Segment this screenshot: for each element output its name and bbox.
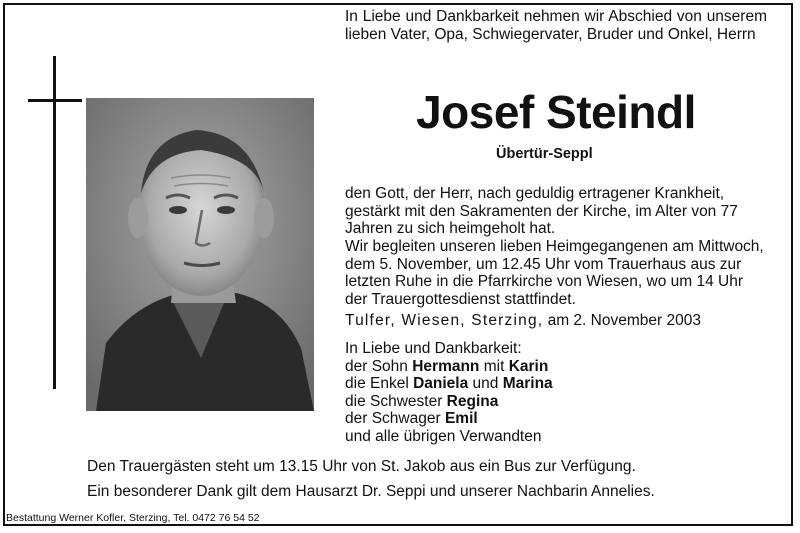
family-line: die Enkel Daniela und Marina [345, 375, 553, 392]
place-date-line [345, 312, 701, 330]
cross-vertical-bar [53, 56, 56, 389]
funeral-home-footer: Bestattung Werner Kofler, Sterzing, Tel. 0472 76 54 52 [6, 512, 260, 524]
family-intro: In Liebe und Dankbarkeit: [345, 340, 522, 357]
funeral-paragraph: Wir begleiten unseren lieben Heimgegangenen am Mittwoch, dem 5. November, um 12.45 Uhr vom Trauerhaus aus zur letzten Ruhe in die Pfarrkirche von Wiesen, wo um 14 Uhr der Trauergottesdienst stattfindet. [345, 238, 764, 308]
family-list [345, 340, 725, 445]
family-closing: und alle übrigen Verwandten [345, 427, 542, 445]
death-paragraph: den Gott, der Herr, nach geduldig ertragener Krankheit, gestärkt mit den Sakramenten der Kirche, im Alter von 77 Jahren zu sich heimgeholt hat. [345, 185, 738, 237]
places: Tulfer, Wiesen, Sterzing, [345, 312, 544, 329]
thanks-note: Ein besonderer Dank gilt dem Hausarzt Dr. Seppi und unserer Nachbarin Annelies. [87, 483, 655, 500]
family-line: der Sohn Hermann mit Karin [345, 357, 549, 375]
cross-horizontal-bar [28, 99, 82, 102]
nickname: Übertür-Seppl [496, 146, 593, 162]
deceased-name: Josef Steindl [416, 86, 696, 138]
intro-text: In Liebe und Dankbarkeit nehmen wir Abschied von unserem lieben Vater, Opa, Schwiegervater, Bruder und Onkel, Herrn [345, 8, 767, 43]
notice-date: am 2. November 2003 [547, 312, 701, 329]
bus-note: Den Trauergästen steht um 13.15 Uhr von St. Jakob aus ein Bus zur Verfügung. [87, 458, 636, 475]
portrait-photo [86, 98, 314, 411]
family-line: die Schwester Regina [345, 392, 499, 410]
family-line: der Schwager Emil [345, 410, 478, 427]
